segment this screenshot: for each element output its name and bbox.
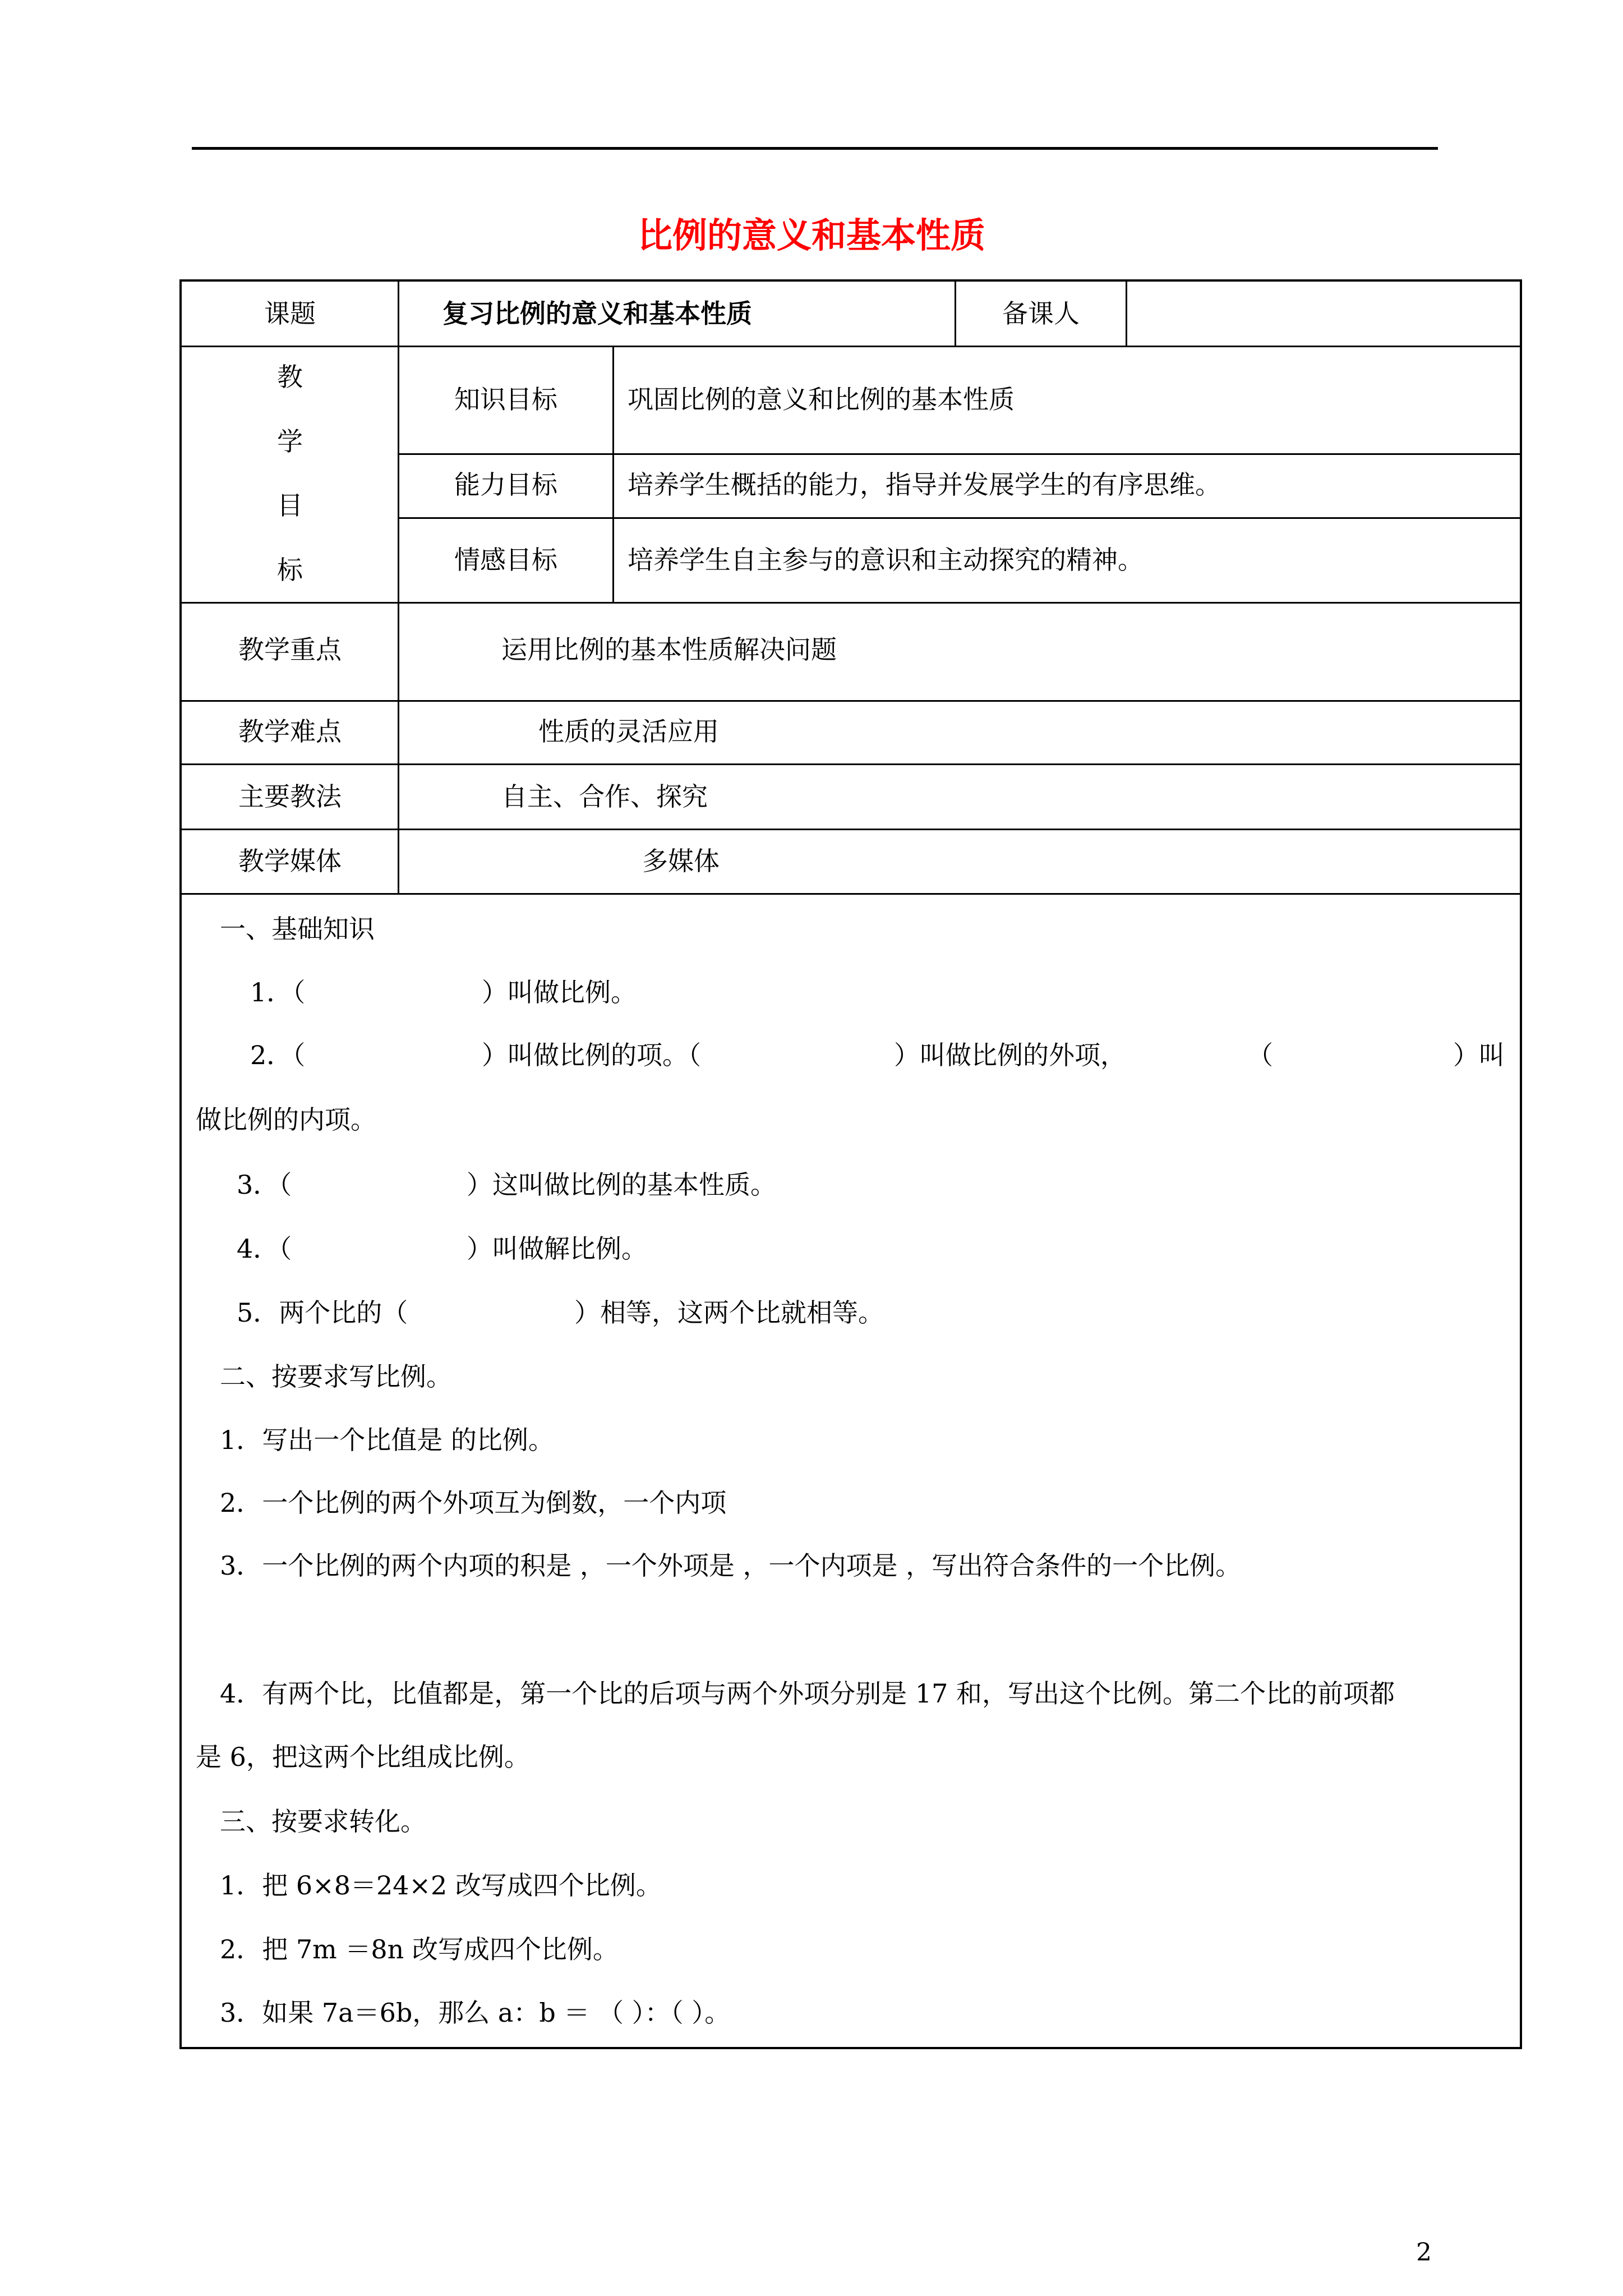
question-item: 是 6，把这两个比组成比例。 (196, 1742, 530, 1772)
fill-blank-question: ）相等，这两个比就相等。 (574, 1297, 884, 1328)
page-number: 2 (1416, 2238, 1432, 2267)
method-label: 主要教法 (238, 781, 342, 812)
row-divider (182, 346, 1520, 347)
objectives-label-char: 教 (277, 362, 303, 392)
ability-objective-label: 能力目标 (454, 470, 557, 500)
question-item: 4．有两个比，比值都是，第一个比的后项与两个外项分别是 17 和，写出这个比例。第二个比的前项都 (220, 1678, 1395, 1709)
fill-blank-question: 3．（ (237, 1170, 292, 1200)
difficulty-value: 性质的灵活应用 (538, 716, 719, 747)
knowledge-objective-value: 巩固比例的意义和比例的基本性质 (628, 384, 1015, 415)
fill-blank-question: ）叫做解比例。 (467, 1234, 647, 1264)
method-value: 自主、合作、探究 (501, 781, 708, 812)
fill-blank-question: 做比例的内项。 (196, 1105, 376, 1135)
question-item: 2．一个比例的两个外项互为倒数，一个内项 (220, 1488, 727, 1518)
column-divider (612, 346, 614, 602)
topic-label: 课题 (264, 298, 316, 329)
objectives-label-char: 学 (277, 426, 303, 457)
fill-blank-question: ）叫 (1453, 1040, 1505, 1070)
fill-blank-question: ）叫做比例的项。（ (482, 1040, 701, 1070)
key-point-value: 运用比例的基本性质解决问题 (501, 634, 837, 665)
question-item: 1．把 6×8＝24×2 改写成四个比例。 (220, 1870, 662, 1901)
row-divider (398, 517, 1520, 519)
section-heading-write-proportion: 二、按要求写比例。 (220, 1361, 452, 1392)
row-divider (182, 829, 1520, 830)
fill-blank-question: 4．（ (237, 1234, 292, 1264)
objectives-label-char: 标 (277, 555, 303, 585)
ability-objective-value: 培养学生概括的能力，指导并发展学生的有序思维。 (628, 470, 1221, 500)
row-divider (182, 763, 1520, 765)
objectives-label-char: 目 (277, 490, 303, 521)
key-point-label: 教学重点 (238, 634, 342, 665)
fill-blank-question: 2．（ (250, 1040, 306, 1070)
media-label: 教学媒体 (238, 846, 342, 876)
question-item: 3．一个比例的两个内项的积是 ，一个外项是 ，一个内项是 ，写出符合条件的一个比例。 (220, 1550, 1242, 1581)
row-divider (182, 700, 1520, 702)
topic-value: 复习比例的意义和基本性质 (442, 298, 752, 329)
difficulty-label: 教学难点 (238, 716, 342, 747)
header-rule (192, 147, 1438, 150)
row-divider (182, 602, 1520, 604)
emotion-objective-label: 情感目标 (454, 545, 557, 575)
row-divider (398, 453, 1520, 455)
section-heading-transform: 三、按要求转化。 (220, 1806, 426, 1837)
fill-blank-question: （ (1247, 1040, 1273, 1070)
document-title: 比例的意义和基本性质 (637, 215, 985, 256)
preparer-label: 备课人 (1002, 298, 1080, 329)
fill-blank-question: 1．（ (250, 977, 306, 1007)
question-item: 2．把 7m ＝8n 改写成四个比例。 (220, 1934, 619, 1964)
column-divider (1126, 282, 1127, 346)
fill-blank-question: ）这叫做比例的基本性质。 (467, 1170, 776, 1200)
knowledge-objective-label: 知识目标 (454, 384, 557, 415)
fill-blank-question: ）叫做比例。 (482, 977, 637, 1007)
fill-blank-question: ）叫做比例的外项， (894, 1040, 1126, 1070)
question-item: 1．写出一个比值是 的比例。 (220, 1425, 554, 1455)
section-heading-basic-knowledge: 一、基础知识 (220, 914, 375, 944)
emotion-objective-value: 培养学生自主参与的意识和主动探究的精神。 (628, 545, 1144, 575)
lesson-table (179, 279, 1522, 2049)
fill-blank-question: 5．两个比的（ (237, 1297, 408, 1328)
question-item: 3．如果 7a＝6b，那么 a：b ＝ （ ）：（ ）。 (220, 1998, 731, 2028)
row-divider (182, 893, 1520, 895)
media-value: 多媒体 (642, 846, 720, 876)
